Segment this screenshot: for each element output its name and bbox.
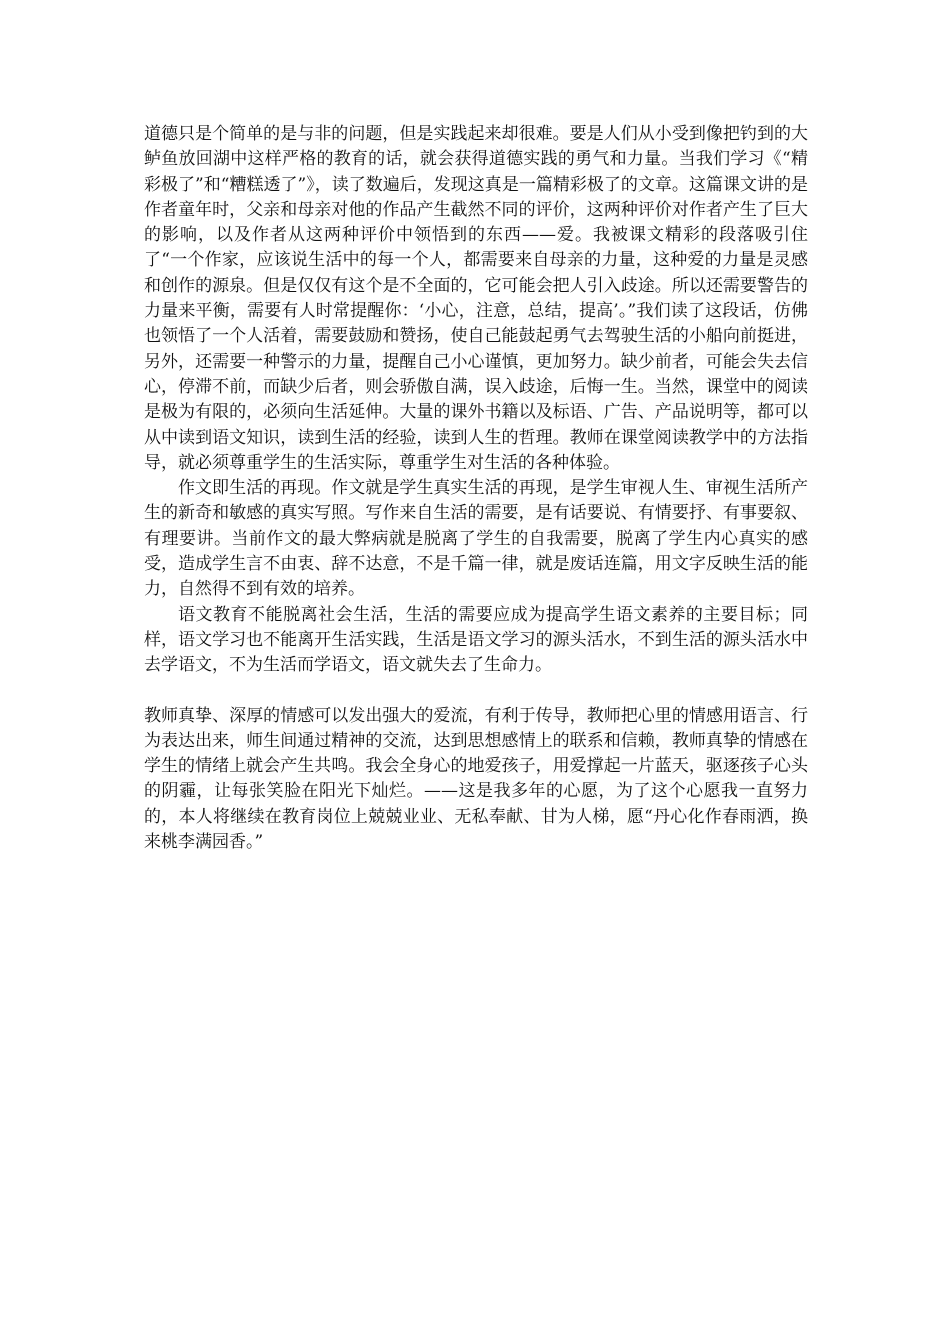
paragraph-language-education: 语文教育不能脱离社会生活，生活的需要应成为提高学生语文素养的主要目标；同样，语文学习也不能离开生活实践，生活是语文学习的源头活水，不到生活的源头活水中去学语文，不为生活而学语文，语文就失去了生命力。 bbox=[144, 604, 808, 676]
document-body bbox=[144, 122, 808, 855]
paragraph-teacher-emotion: 教师真挚、深厚的情感可以发出强大的爱流，有利于传导，教师把心里的情感用语言、行为表达出来，师生间通过精神的交流，达到思想感情上的联系和信赖，教师真挚的情感在学生的情绪上就会产生共鸣。我会全身心的地爱孩子，用爱撑起一片蓝天，驱逐孩子心头的阴霾，让每张笑脸在阳光下灿烂。——这是我多年的心愿，为了这个心愿我一直努力的，本人将继续在教育岗位上兢兢业业、无私奉献、甘为人梯，愿“丹心化作春雨洒，换来桃李满园香。” bbox=[144, 705, 808, 853]
paragraph-gap bbox=[144, 679, 808, 704]
paragraph-composition: 作文即生活的再现。作文就是学生真实生活的再现，是学生审视人生、审视生活所产生的新奇和敏感的真实写照。写作来自生活的需要，是有话要说、有情要抒、有事要叙、有理要讲。当前作文的最大弊病就是脱离了学生的自我需要，脱离了学生内心真实的感受，造成学生言不由衷、辞不达意，不是千篇一律，就是废话连篇，用文字反映生活的能力，自然得不到有效的培养。 bbox=[144, 478, 808, 600]
paragraph-moral-practice: 道德只是个简单的是与非的问题，但是实践起来却很难。要是人们从小受到像把钓到的大鲈鱼放回湖中这样严格的教育的话，就会获得道德实践的勇气和力量。当我们学习《“精彩极了”和“糟糕透了”》，读了数遍后，发现这真是一篇精彩极了的文章。这篇课文讲的是作者童年时，父亲和母亲对他的作品产生截然不同的评价，这两种评价对作者产生了巨大的影响，以及作者从这两种评价中领悟到的东西——爱。我被课文精彩的段落吸引住了“一个作家，应该说生活中的每一个人，都需要来自母亲的力量，这种爱的力量是灵感和创作的源泉。但是仅仅有这个是不全面的，它可能会把人引入歧途。所以还需要警告的力量来平衡，需要有人时常提醒你：‘小心，注意，总结，提高’。”我们读了这段话，仿佛也领悟了一个人活着，需要鼓励和赞扬，使自己能鼓起勇气去驾驶生活的小船向前挺进，另外，还需要一种警示的力量，提醒自己小心谨慎，更加努力。缺少前者，可能会失去信心，停滞不前，而缺少后者，则会骄傲自满，误入歧途，后悔一生。当然，课堂中的阅读是极为有限的，必须向生活延伸。大量的课外书籍以及标语、广告、产品说明等，都可以从中读到语文知识，读到生活的经验，读到人生的哲理。教师在课堂阅读教学中的方法指导，就必须尊重学生的生活实际，尊重学生对生活的各种体验。 bbox=[144, 124, 808, 473]
